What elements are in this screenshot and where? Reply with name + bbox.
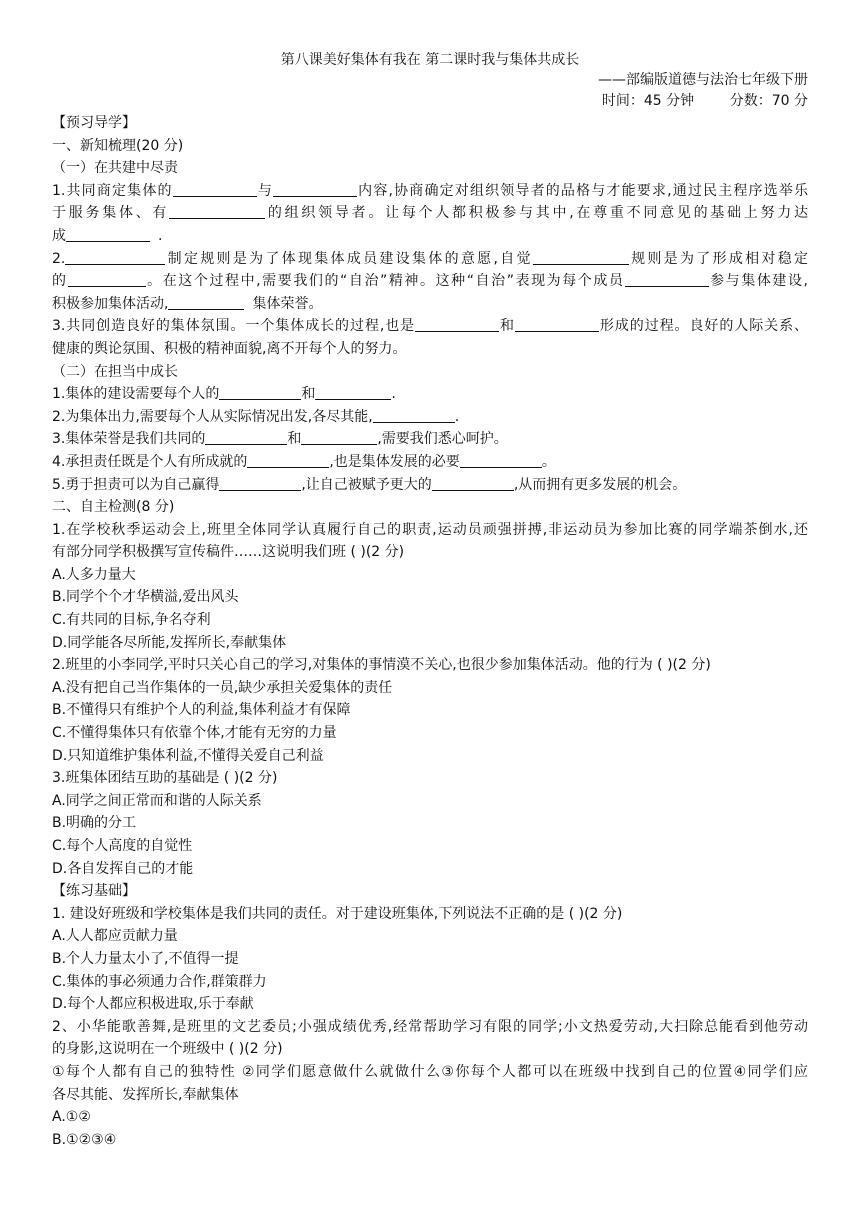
- p1-q1-line2: 于服务集体、有 的组织领导者。让每个人都积极参与其中,在尊重不同意见的基础上努力达: [52, 205, 808, 222]
- section-heading-practice: 【练习基础】: [52, 883, 136, 900]
- part1-sub1: （一）在共建中尽责: [52, 160, 178, 177]
- answer-blank[interactable]: [460, 453, 542, 468]
- p1-r5: 5.勇于担责可以为自己赢得 ,让自己被赋予更大的 ,从而拥有更多发展的机会。: [52, 476, 687, 493]
- answer-blank[interactable]: [65, 250, 165, 265]
- p1-q1-line3: 成 .: [52, 227, 163, 244]
- p1-r2: 2.为集体出力,需要每个人从实际情况出发,各尽其能, .: [52, 408, 460, 425]
- answer-blank[interactable]: [219, 385, 301, 400]
- option[interactable]: C.有共同的目标,争名夺利: [52, 612, 211, 629]
- answer-blank[interactable]: [205, 430, 287, 445]
- p1-q1-line1: 1.共同商定集体的 与 内容,协商确定对组织领导者的品格与才能要求,通过民主程序选举乐: [52, 182, 808, 199]
- option[interactable]: B.①②③④: [52, 1131, 117, 1148]
- option[interactable]: D.只知道维护集体利益,不懂得关爱自己利益: [52, 747, 324, 764]
- option[interactable]: B.不懂得只有维护个人的利益,集体利益才有保障: [52, 702, 351, 719]
- option[interactable]: C.集体的事必须通力合作,群策群力: [52, 973, 267, 990]
- option[interactable]: A.①②: [52, 1109, 91, 1126]
- part2-heading: 二、自主检测(8 分): [52, 499, 175, 516]
- option[interactable]: C.每个人高度的自觉性: [52, 838, 193, 854]
- option[interactable]: A.人多力量大: [52, 566, 136, 583]
- answer-blank[interactable]: [415, 317, 499, 332]
- p1-q2-line1: 2. 制定规则是为了体现集体成员建设集体的意愿,自觉 规则是为了形成相对稳定: [52, 250, 808, 267]
- answer-blank[interactable]: [533, 250, 629, 265]
- p1-r1: 1.集体的建设需要每个人的 和 .: [52, 386, 396, 403]
- answer-blank[interactable]: [373, 408, 455, 423]
- part1-sub2: （二）在担当中成长: [52, 363, 178, 380]
- option[interactable]: C.不懂得集体只有依靠个体,才能有无穷的力量: [52, 725, 337, 742]
- answer-blank[interactable]: [219, 476, 301, 491]
- p2-q1-line2: 有部分同学积极撰写宣传稿件……这说明我们班 ( )(2 分): [52, 544, 405, 561]
- answer-blank[interactable]: [301, 430, 377, 445]
- answer-blank[interactable]: [432, 476, 514, 491]
- pr-q2-line3: ①每个人都有自己的独特性 ②同学们愿意做什么就做什么③你每个人都可以在班级中找到自己的位置④同学们应: [52, 1063, 808, 1080]
- answer-blank[interactable]: [315, 385, 391, 400]
- section-heading-preview: 【预习导学】: [52, 115, 136, 131]
- option[interactable]: D.每个人都应积极进取,乐于奉献: [52, 996, 254, 1013]
- pr-q2-line1: 2、小华能歌善舞,是班里的文艺委员;小强成绩优秀,经常帮助学习有限的同学;小文热爱劳动,大扫除总能看到他劳动: [52, 1018, 808, 1035]
- pr-q2-line2: 的身影,这说明在一个班级中 ( )(2 分): [52, 1041, 283, 1058]
- time-score-line: 时间：45 分钟 分数：70 分: [601, 93, 808, 109]
- answer-blank[interactable]: [625, 272, 709, 287]
- p1-r4: 4.承担责任既是个人有所成就的 ,也是集体发展的必要 。: [52, 453, 556, 470]
- answer-blank[interactable]: [515, 317, 599, 332]
- p1-r3: 3.集体荣誉是我们共同的 和 ,需要我们悉心呵护。: [52, 431, 508, 448]
- option[interactable]: B.个人力量太小了,不值得一提: [52, 950, 239, 967]
- option[interactable]: A.没有把自己当作集体的一员,缺少承担关爱集体的责任: [52, 679, 393, 696]
- p1-q3-line2: 健康的舆论氛围、积极的精神面貌,离不开每个人的努力。: [52, 340, 407, 357]
- option[interactable]: D.同学能各尽所能,发挥所长,奉献集体: [52, 634, 287, 651]
- pr-q2-line4: 各尽其能、发挥所长,奉献集体: [52, 1086, 239, 1103]
- answer-blank[interactable]: [68, 272, 146, 287]
- option[interactable]: A.人人都应贡献力量: [52, 928, 178, 945]
- answer-blank[interactable]: [66, 227, 150, 242]
- answer-blank[interactable]: [273, 182, 357, 197]
- p2-q3: 3.班集体团结互助的基础是 ( )(2 分): [52, 770, 278, 787]
- option[interactable]: D.各自发挥自己的才能: [52, 860, 194, 877]
- option[interactable]: B.同学个个才华横溢,爱出风头: [52, 589, 239, 606]
- answer-blank[interactable]: [173, 182, 257, 197]
- answer-blank[interactable]: [169, 204, 265, 219]
- answer-blank[interactable]: [168, 295, 244, 310]
- document-subtitle: ——部编版道德与法治七年级下册: [598, 72, 808, 88]
- part1-heading: 一、新知梳理(20 分): [52, 137, 184, 154]
- p2-q2: 2.班里的小李同学,平时只关心自己的学习,对集体的事情漠不关心,也很少参加集体活动。他的行为 ( )(2 分): [52, 657, 711, 674]
- answer-blank[interactable]: [247, 453, 329, 468]
- document-page: [52, 50, 808, 1151]
- p1-q3-line1: 3.共同创造良好的集体氛围。一个集体成长的过程,也是 和 形成的过程。良好的人际关系、: [52, 318, 808, 335]
- p1-q2-line2: 的 。在这个过程中,需要我们的“自治”精神。这种“自治”表现为每个成员 参与集体建设,: [52, 273, 808, 290]
- p2-q1-line1: 1.在学校秋季运动会上,班里全体同学认真履行自己的职责,运动员顽强拼搏,非运动员为参加比赛的同学端茶倒水,还: [52, 521, 808, 538]
- option[interactable]: B.明确的分工: [52, 815, 137, 832]
- pr-q1: 1. 建设好班级和学校集体是我们共同的责任。对于建设班集体,下列说法不正确的是 ( )(2 分): [52, 905, 623, 922]
- p1-q2-line3: 积极参加集体活动, 集体荣誉。: [52, 295, 323, 312]
- document-title: 第八课美好集体有我在 第二课时我与集体共成长: [280, 52, 580, 68]
- option[interactable]: A.同学之间正常而和谐的人际关系: [52, 792, 262, 809]
